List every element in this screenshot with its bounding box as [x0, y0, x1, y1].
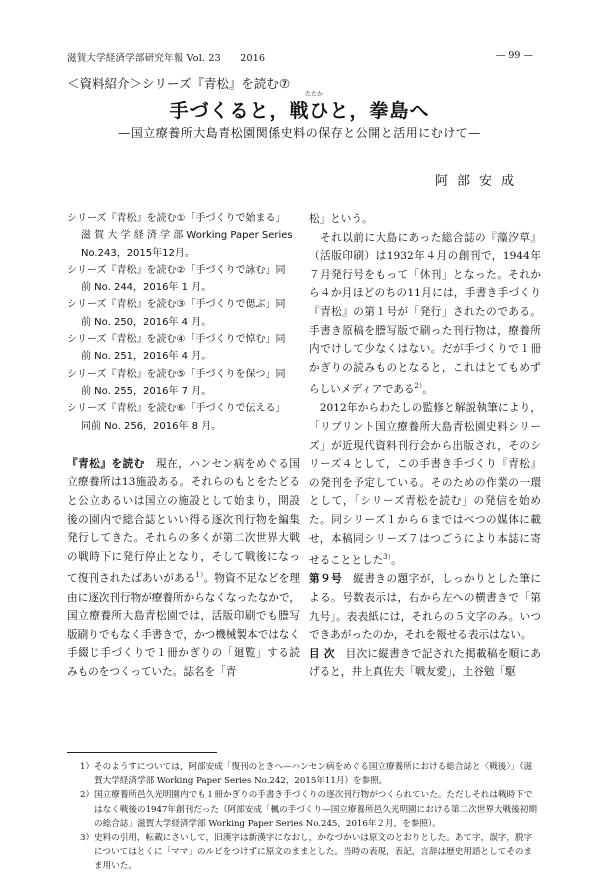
series-label: ＜資料紹介＞シリーズ『青松』を読む⑦	[67, 76, 291, 91]
series-reference-list	[67, 210, 300, 435]
section-keyword: 目 次	[309, 647, 335, 660]
footnotes	[80, 760, 540, 874]
footnote-ref: 2）	[414, 382, 423, 391]
body-paragraph: 目 次 目次に縦書きで記された掲載稿を順にあげると，井上真佐夫「戦友愛」，土谷勉「駆	[309, 647, 541, 679]
article-subtitle: —国立療養所大島青松園関係史料の保存と公開と活用にむけて—	[118, 126, 481, 140]
article-title: 手づくると，戦ひと，拳島へ	[169, 100, 430, 122]
reference-item: シリーズ『青松』を読む④「手づくりで悼む」同 前 No. 251，2016年 4 月。	[67, 334, 286, 363]
footnote: 3）史料の引用，転載にさいして，旧漢字は新漢字になおし，かなづかいは原文のとおりとした。あて字，誤字，脱字についてはとくに「ママ」のルビをつけずに原文のままとした。当時の表現，表記，言辞は歴史用語としてそのまま用いた。	[80, 833, 533, 872]
footnote: 2）国立療養所邑久光明園内でも１冊かぎりの手書き手づくりの逐次刊行物がつくられていた。ただしそれは戦時下ではなく戦後の1947年創刊だった（阿部安成「楓の手づくり—国立療養所邑久光明園における第二次世界大戦後初期の総合誌」滋賀大学経済学部 Working Paper Series No.245，2016年２月，を参照）。	[80, 790, 537, 829]
footnote: 1）そのようすについては，阿部安成「復刊のときへ—ハンセン病をめぐる国立療養所における総合誌と〈戦後〉」（滋賀大学経済学部 Working Paper Series No.242，2015年11月）を参照。	[80, 762, 533, 787]
reference-item: シリーズ『青松』を読む⑤「手づくりを保つ」同 前 No. 255，2016年 7 月。	[67, 368, 286, 397]
reference-item: シリーズ『青松』を読む①「手づくりで始まる」 滋 賀 大 学 経 済 学 部 Working Paper Series No.243，2015年12月。	[67, 213, 293, 259]
left-column	[67, 210, 300, 682]
body-paragraph: 『青松』を読む 現在，ハンセン病をめぐる国立療養所は13施設ある。それらのもとをたどると公立あるいは国立の施設として始まり，開設後の園内で総合誌といい得る逐次刊行物を編集発行してきた。それらの多くが第二次世界大戦の戦時下に発行停止となり，そして戦後になって復刊されたばあいがある$^{1)}$。物資不足などを理由に逐次刊行物が療養所からなくなったなかで，国立療養所大島青松園では，活版印刷でも謄写版刷りでもなく手書きで，かつ機械製本ではなく手綴じ手づくりで１冊かぎりの「廻覧」する読みものをつくっていた。誌名を「青	[67, 457, 301, 678]
section-keyword: 『青松』を読む	[67, 457, 145, 470]
section-keyword: 第９号	[309, 573, 343, 586]
body-paragraph: それ以前に大島にあった総合誌の『藻汐草』（活版印刷）は1932年４月の創刊で，1944年７月発行号をもって「休刊」となった。それから４か月ほどのちの11月には，手書き手づくり『青松』の第１号が「発行」されたのである。手書き原稿を謄写版で刷った刊行物は，療養所内でけして少なくはない。だが手づくりで１冊かぎりの読みものとなると，これはとてもめずらしいメディアである$^{2)}$。	[309, 231, 541, 396]
footnote-divider	[67, 752, 217, 753]
body-paragraph: 第９号 縦書きの題字が，しっかりとした筆による。号数表示は，右から左への横書きで「第九号」。表表紙には，それらの５文字のみ。いつできあがったのか，それを報せる表示はない。	[309, 573, 542, 642]
right-column	[309, 210, 541, 682]
author-name: 阿部安成	[434, 174, 523, 189]
footnote-ref: 3）	[383, 553, 392, 562]
footnote-ref: 1）	[195, 571, 204, 580]
reference-item: シリーズ『青松』を読む⑥「手づくりで伝える」 同前 No. 256，2016年 8 月。	[67, 403, 286, 432]
journal-header: 滋賀大学経済学部研究年報 Vol. 23 2016	[67, 53, 266, 64]
reference-item: シリーズ『青松』を読む③「手づくりで偲ぶ」同 前 No. 250，2016年 4 月。	[67, 299, 286, 328]
page-number: — 99 —	[495, 50, 533, 61]
title-ruby: たたか	[305, 91, 324, 98]
body-paragraph: 松」という。	[309, 213, 373, 225]
reference-item: シリーズ『青松』を読む②「手づくりで詠む」同 前 No. 244，2016年 1 月。	[67, 264, 286, 294]
body-paragraph: 2012年からわたしの監修と解説執筆により，「リプリント国立療養所大島青松園史料シリーズ」が近現代資料刊行会から出版され，そのシリーズ４として，この手書き手づくり『青松』の発刊を予定している。そのための作業の一環として，「シリーズ青松を読む」の発信を始めた。同シリーズ１から６まではべつの媒体に載せ，本稿同シリーズ７はつごうにより本誌に寄せることとした$^{3)}$。	[309, 402, 541, 567]
